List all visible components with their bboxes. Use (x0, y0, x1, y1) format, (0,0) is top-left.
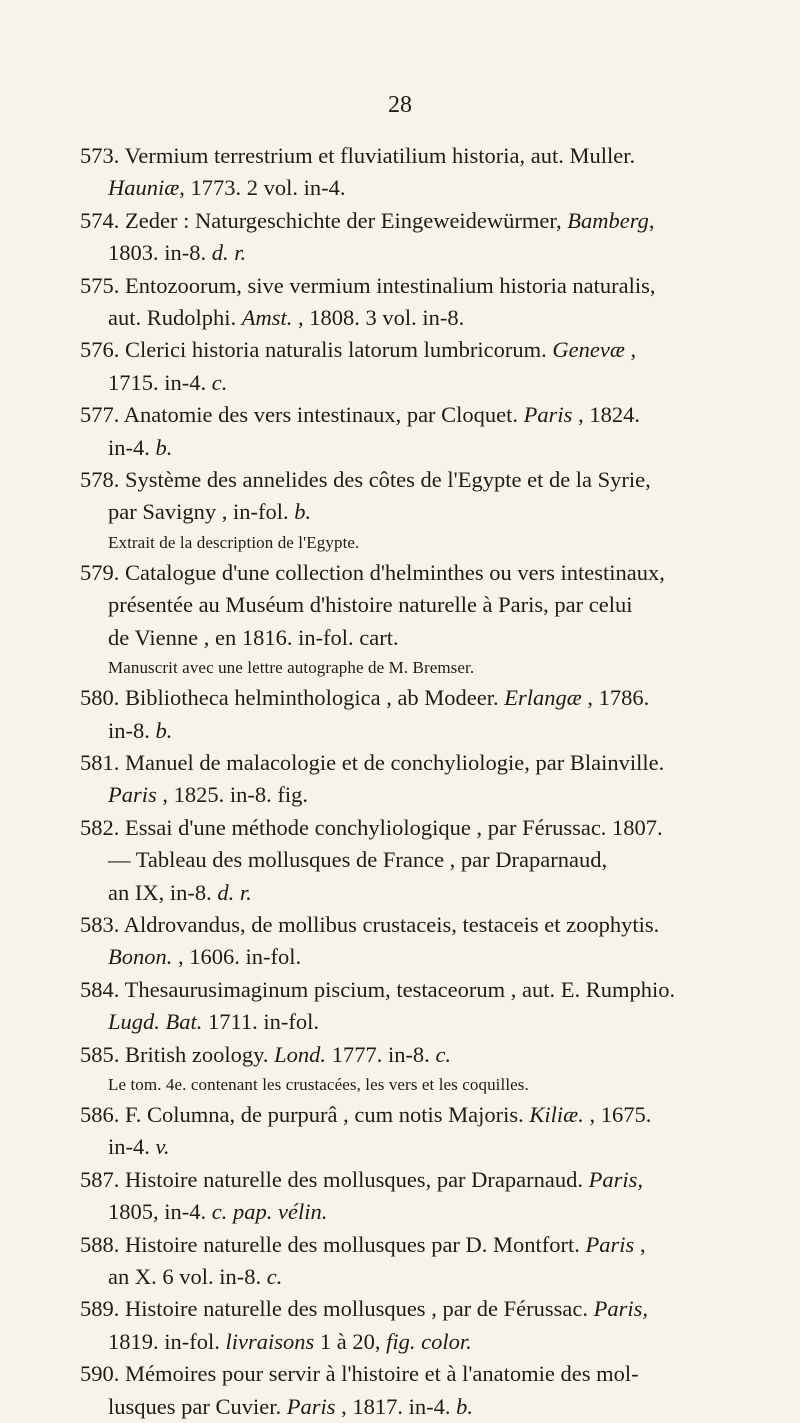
entry-italic-text: Erlangæ (504, 685, 582, 711)
entry-text: , 1773. 2 vol. in-4. (179, 175, 346, 201)
entry-text: an IX, in-8. (108, 879, 218, 905)
entry-first-line (80, 464, 770, 496)
entry-italic-text: Amst. (241, 305, 293, 331)
entry-first-line (80, 270, 770, 302)
entry-text: 1777. in-8. (326, 1041, 436, 1067)
catalogue-entry (80, 140, 770, 205)
entry-italic-text: c. (435, 1041, 452, 1067)
entry-continuation-line (80, 302, 770, 334)
entry-first-line (80, 334, 770, 366)
entry-text: 581. Manuel de malacologie et de conchyliologie, par Blainville. (80, 749, 665, 775)
catalogue-entry (80, 334, 770, 399)
entry-text: de Vienne , en 1816. in-fol. cart. (108, 624, 399, 650)
catalogue-entry (80, 1099, 770, 1164)
entry-text: in-4. (108, 1134, 156, 1160)
catalogue-entry (80, 974, 770, 1039)
catalogue-entries (80, 140, 770, 1423)
entry-text: 579. Catalogue d'une collection d'helminthes ou vers intestinaux, (80, 559, 665, 585)
entry-continuation-line (80, 1006, 770, 1038)
entry-continuation-line (80, 172, 770, 204)
entry-text: 583. Aldrovandus, de mollibus crustaceis, testaceis et zoophytis. (80, 911, 660, 937)
entry-italic-text: Paris (286, 1393, 336, 1419)
entry-continuation-line (80, 1131, 770, 1163)
entry-text: 576. Clerici historia naturalis latorum lumbricorum. (80, 337, 553, 363)
entry-first-line (80, 140, 770, 172)
entry-text: 573. (80, 143, 125, 168)
entry-italic-text: c. (266, 1264, 283, 1289)
entry-text: 590. Mémoires pour servir à l'histoire et à l'anatomie des mol- (80, 1361, 639, 1387)
entry-text: 575. Entozoorum, sive vermium intestinalium historia naturalis, (80, 272, 656, 298)
entry-continuation-line (80, 1196, 770, 1228)
entry-text: par Savigny , in-fol. (108, 499, 295, 525)
entry-text: 1711. in-fol. (202, 1009, 320, 1035)
catalogue-entry (80, 270, 770, 335)
entry-text: 1819. in-fol. (108, 1328, 226, 1354)
entry-continuation-line (80, 877, 770, 909)
entry-text: 585. British zoology. (80, 1041, 275, 1067)
catalogue-entry (80, 557, 770, 654)
entry-text: , 1825. in-8. fig. (156, 782, 309, 808)
entry-continuation-line (80, 941, 770, 973)
entry-text: 587. Histoire naturelle des mollusques, par Draparnaud. (80, 1166, 589, 1192)
entry-text: in-4. (108, 434, 156, 460)
entry-text: 584. Thesaurusimaginum piscium, testaceorum , aut. E. Rumphio. (80, 976, 676, 1002)
entry-text: 1715. in-4. (108, 369, 212, 395)
entry-italic-text: d. r. (217, 879, 252, 905)
entry-italic-text: Paris (585, 1231, 635, 1257)
entry-first-line (80, 399, 770, 431)
catalogue-entry (80, 399, 770, 464)
catalogue-entry (80, 205, 770, 270)
entry-text: aut. Rudolphi. (108, 305, 242, 331)
entry-continuation-line (80, 622, 770, 654)
entry-note: Extrait de la description de l'Egypte. (108, 532, 360, 552)
entry-text: , (624, 337, 637, 363)
entry-italic-text: Paris, (593, 1296, 649, 1322)
entry-italic-text: b. (155, 434, 173, 460)
entry-text: lusques par Cuvier. (108, 1393, 287, 1419)
entry-italic-text: b. (456, 1393, 473, 1419)
entry-note: Le tom. 4e. contenant les crustacées, les vers et les coquilles. (108, 1074, 529, 1094)
catalogue-entry (80, 747, 770, 812)
entry-first-line (80, 1099, 770, 1131)
entry-text: an X. 6 vol. in-8. (108, 1264, 267, 1289)
entry-continuation-line (80, 367, 770, 399)
page-number: 28 (388, 92, 412, 118)
catalogue-entry (80, 1358, 770, 1423)
entry-text: Vermium terrestrium et fluviatilium historia, aut. Muller. (124, 143, 636, 168)
entry-text: présentée au Muséum d'histoire naturelle à Paris, par celui (108, 592, 633, 618)
entry-italic-text: Paris (523, 402, 573, 428)
entry-italic-text: Lond. (274, 1041, 327, 1067)
entry-continuation-line (80, 496, 770, 528)
catalogue-entry (80, 1164, 770, 1229)
entry-continuation-line (80, 432, 770, 464)
entry-text: 588. Histoire naturelle des mollusques par D. Montfort. (80, 1231, 586, 1257)
catalogue-entry (80, 464, 770, 529)
entry-text: , 1786. (581, 685, 650, 711)
entry-text: 574. Zeder : Naturgeschichte der Eingeweidewürmer, (80, 207, 568, 233)
entry-continuation-line (80, 1261, 770, 1293)
entry-first-line (80, 1164, 770, 1196)
entry-italic-text: c. pap. vélin. (211, 1199, 328, 1225)
entry-continuation-line (80, 1326, 770, 1358)
entry-italic-text: livraisons (225, 1328, 315, 1354)
entry-first-line (80, 974, 770, 1006)
entry-first-line (80, 812, 770, 844)
catalogue-entry (80, 1293, 770, 1358)
catalogue-entry (80, 682, 770, 747)
entry-continuation-line (80, 1391, 770, 1423)
entry-italic-text: d. r. (211, 240, 247, 266)
entry-italic-text: Hauniæ (108, 175, 180, 201)
entry-italic-text: Paris (108, 782, 157, 808)
entry-first-line (80, 557, 770, 589)
entry-text: — Tableau des mollusques de France , par Draparnaud, (108, 847, 608, 873)
entry-continuation-line (80, 589, 770, 621)
entry-text: 589. Histoire naturelle des mollusques , par de Férussac. (80, 1296, 594, 1322)
entry-italic-text: Genevæ (552, 337, 625, 363)
entry-italic-text: fig. color. (386, 1328, 472, 1354)
entry-text: , 1675. (583, 1101, 652, 1127)
entry-note: Manuscrit avec une lettre autographe de M. Bremser. (108, 658, 475, 678)
entry-text: 1 à 20, (314, 1328, 387, 1354)
entry-italic-text: Lugd. Bat. (108, 1009, 203, 1035)
entry-text: 577. Anatomie des vers intestinaux, par Cloquet. (80, 402, 524, 428)
entry-first-line (80, 1358, 770, 1390)
entry-continuation-line (80, 844, 770, 876)
entry-first-line (80, 682, 770, 714)
entry-italic-text: Paris, (588, 1166, 644, 1192)
entry-italic-text: Bonon. (108, 944, 173, 970)
entry-italic-text: Kiliæ. (529, 1101, 584, 1127)
entry-text: , 1808. 3 vol. in-8. (292, 305, 465, 331)
entry-first-line (80, 747, 770, 779)
entry-text: 582. Essai d'une méthode conchyliologique , par Férussac. 1807. (80, 814, 663, 840)
entry-text: in-8. (108, 717, 156, 743)
entry-continuation-line (80, 237, 770, 269)
entry-first-line (80, 1039, 770, 1071)
entry-first-line (80, 1293, 770, 1325)
entry-text: , 1817. in-4. (335, 1393, 457, 1419)
entry-text: 580. Bibliotheca helminthologica , ab Modeer. (80, 685, 505, 711)
entry-text: , (648, 207, 655, 233)
entry-text: , 1606. in-fol. (172, 944, 302, 970)
entry-text: 578. Système des annelides des côtes de l'Egypte et de la Syrie, (80, 467, 651, 493)
entry-text: 1803. in-8. (108, 240, 212, 266)
catalogue-entry (80, 909, 770, 974)
entry-first-line (80, 909, 770, 941)
entry-continuation-line (80, 715, 770, 747)
entry-italic-text: c. (211, 369, 228, 395)
entry-italic-text: b. (294, 499, 312, 525)
entry-text: 1805, in-4. (108, 1199, 212, 1225)
entry-italic-text: Bamberg (567, 207, 649, 233)
entry-text: , (634, 1231, 646, 1257)
entry-first-line (80, 1229, 770, 1261)
entry-text: 586. F. Columna, de purpurâ , cum notis Majoris. (80, 1101, 530, 1127)
entry-first-line (80, 205, 770, 237)
entry-continuation-line (80, 779, 770, 811)
entry-text: , 1824. (572, 402, 640, 428)
catalogue-entry (80, 812, 770, 909)
catalogue-entry (80, 1229, 770, 1294)
entry-italic-text: v. (155, 1134, 170, 1160)
entry-italic-text: b. (155, 717, 173, 743)
catalogue-entry (80, 1039, 770, 1071)
